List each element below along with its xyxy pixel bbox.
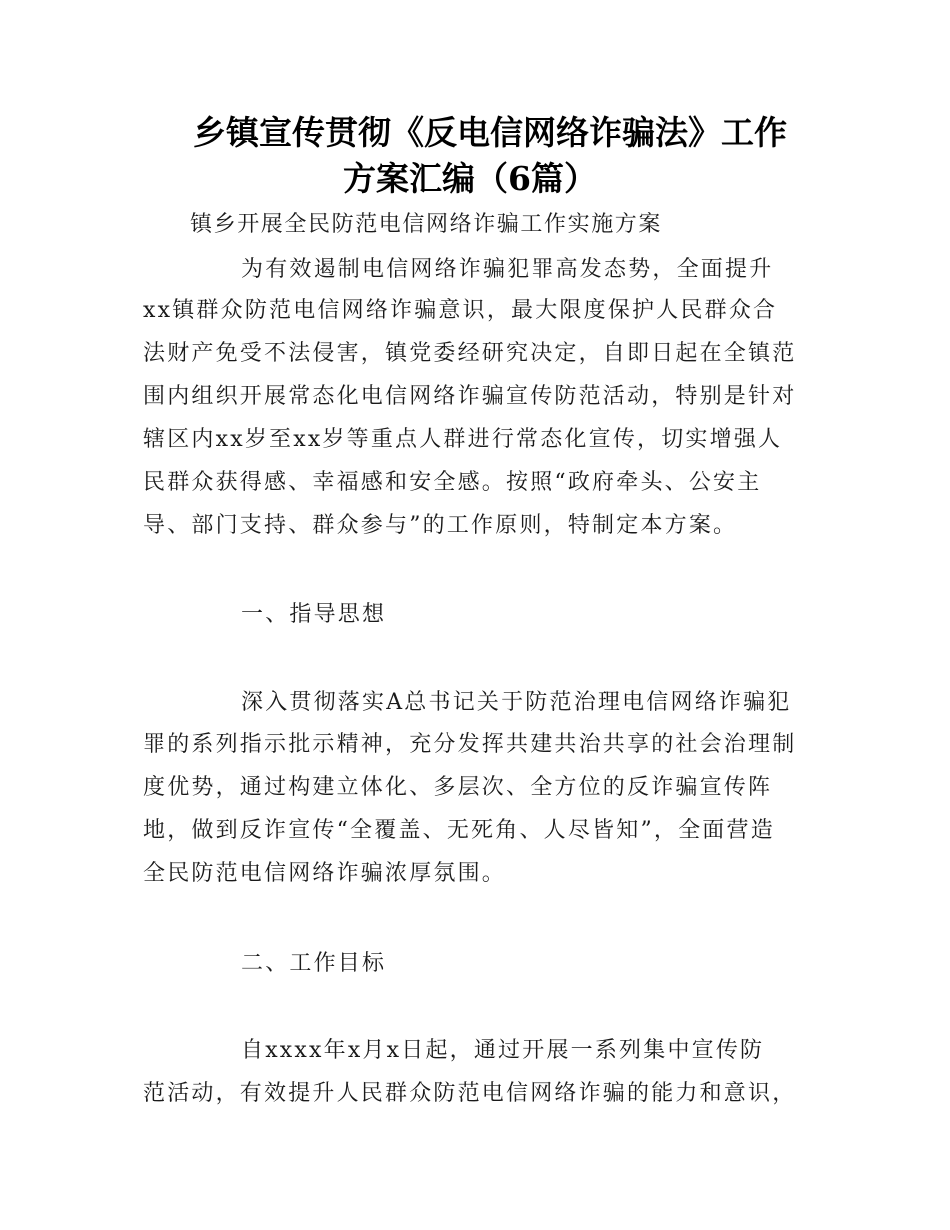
document-title-line-2: 方案汇编（6篇） <box>343 159 597 198</box>
document-title-line-1: 乡镇宣传贯彻《反电信网络诈骗法》工作 <box>193 113 787 152</box>
paragraph-line: 导、部门支持、群众参与”的工作原则，特制定本方案。 <box>143 513 738 538</box>
document-subtitle: 镇乡开展全民防范电信网络诈骗工作实施方案 <box>190 212 663 237</box>
paragraph-line: 围内组织开展常态化电信网络诈骗宣传防范活动，特别是针对 <box>143 384 797 409</box>
paragraph-line: 地，做到反诈宣传“全覆盖、无死角、人尽皆知”，全面营造 <box>143 818 775 843</box>
paragraph-line: 深入贯彻落实A总书记关于防范治理电信网络诈骗犯 <box>241 690 792 715</box>
paragraph-line: 辖区内xx岁至xx岁等重点人群进行常态化宣传，切实增强人 <box>143 427 783 452</box>
paragraph-line: xx镇群众防范电信网络诈骗意识，最大限度保护人民群众合 <box>143 298 778 323</box>
paragraph-line: 民群众获得感、幸福感和安全感。按照“政府牵头、公安主 <box>143 470 762 495</box>
section-heading-work-goals: 二、工作目标 <box>241 951 387 976</box>
paragraph-line: 范活动，有效提升人民群众防范电信网络诈骗的能力和意识， <box>143 1081 797 1106</box>
paragraph-line: 度优势，通过构建立体化、多层次、全方位的反诈骗宣传阵 <box>143 775 773 800</box>
paragraph-line: 全民防范电信网络诈骗浓厚氛围。 <box>143 861 507 886</box>
paragraph-line: 为有效遏制电信网络诈骗犯罪高发态势，全面提升 <box>241 257 774 282</box>
section-heading-guiding-ideology: 一、指导思想 <box>241 602 387 627</box>
paragraph-line: 罪的系列指示批示精神，充分发挥共建共治共享的社会治理制 <box>143 732 797 757</box>
paragraph-line: 自xxxx年x月x日起，通过开展一系列集中宣传防 <box>241 1038 765 1063</box>
paragraph-line: 法财产免受不法侵害，镇党委经研究决定，自即日起在全镇范 <box>143 341 797 366</box>
